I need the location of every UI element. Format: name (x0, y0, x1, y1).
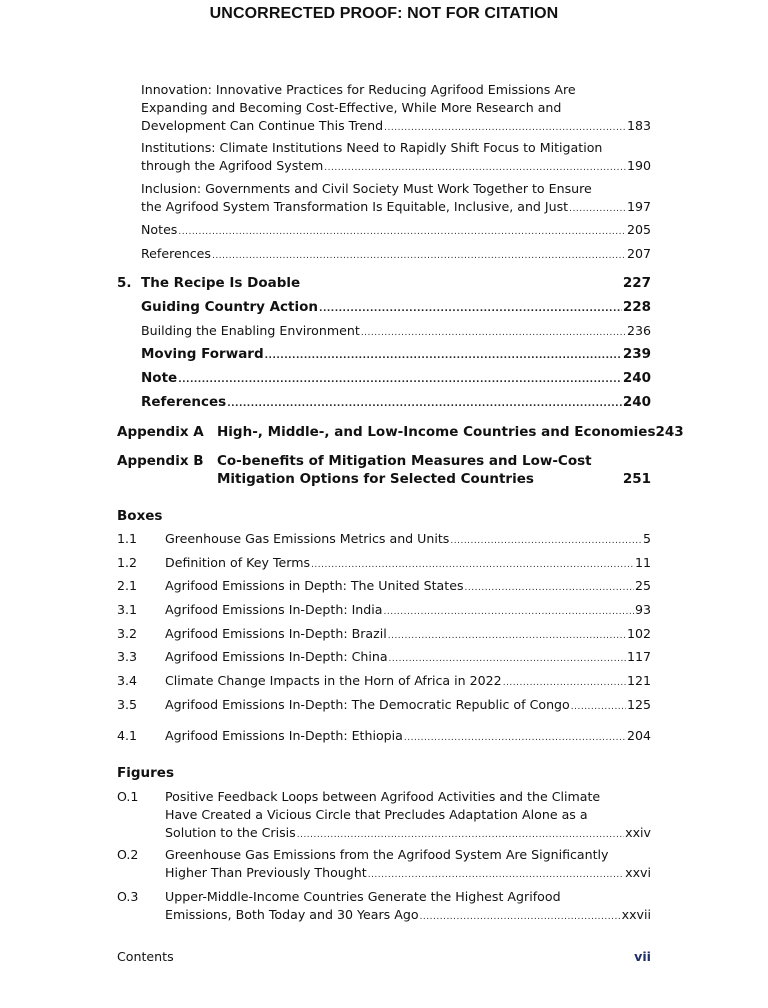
toc-entry-text: Building the Enabling Environment (141, 323, 360, 338)
appendix-label: Appendix A (117, 424, 204, 440)
toc-entry-building-enabling-environment[interactable] (141, 322, 651, 342)
toc-entry-text: Upper-Middle-Income Countries Generate the Highest Agrifood (165, 889, 561, 904)
box-entry[interactable] (165, 727, 651, 747)
page-number: 228 (622, 299, 651, 315)
toc-entry-text: Greenhouse Gas Emissions from the Agrifood System Are Significantly (165, 847, 609, 862)
box-number: 1.1 (117, 531, 138, 546)
toc-entry-text: High-, Middle-, and Low-Income Countries and Economies (217, 424, 656, 440)
dot-leader (227, 395, 622, 413)
figure-entry[interactable] (165, 846, 651, 884)
appendix-a-entry[interactable] (217, 423, 684, 441)
dot-leader (389, 650, 626, 668)
dot-leader (404, 729, 626, 747)
footer-page-number: vii (634, 949, 651, 964)
page-number: 183 (626, 118, 651, 133)
figure-number: O.2 (117, 847, 139, 862)
toc-entry-text: Co-benefits of Mitigation Measures and Low-Cost (217, 453, 592, 469)
toc-entry-text: Expanding and Becoming Cost-Effective, While More Research and (141, 100, 562, 115)
toc-entry-guiding-country-action[interactable] (141, 298, 651, 318)
toc-entry-text: through the Agrifood System (141, 158, 324, 173)
dot-leader (388, 627, 626, 645)
toc-entry-text: Higher Than Previously Thought (165, 865, 367, 880)
toc-entry-text: Agrifood Emissions In-Depth: India (165, 602, 383, 617)
appendix-b-entry[interactable] (217, 452, 651, 488)
chapter-title[interactable] (141, 274, 651, 292)
page-number: 239 (622, 346, 651, 362)
figure-number: O.3 (117, 889, 139, 904)
dot-leader (324, 159, 626, 177)
toc-entry-text: The Recipe Is Doable (141, 275, 301, 291)
page-number: xxvii (621, 907, 651, 922)
figure-entry[interactable] (165, 888, 651, 926)
dot-leader (361, 324, 626, 342)
box-entry[interactable] (165, 696, 651, 716)
toc-entry-text: Greenhouse Gas Emissions Metrics and Units (165, 531, 450, 546)
page-number: xxvi (625, 865, 651, 880)
page-number: 236 (626, 323, 651, 338)
toc-entry-text: Note (141, 370, 178, 386)
dot-leader (178, 371, 622, 389)
page-number: 117 (626, 649, 651, 664)
footer-section-label: Contents (117, 949, 174, 964)
toc-entry-text: Inclusion: Governments and Civil Society Must Work Together to Ensure (141, 181, 592, 196)
chapter-number: 5. (117, 275, 132, 291)
toc-entry-institutions[interactable] (141, 139, 651, 177)
box-number: 2.1 (117, 578, 138, 593)
toc-entry-text: Agrifood Emissions in Depth: The United States (165, 578, 464, 593)
dot-leader (503, 674, 626, 692)
dot-leader (212, 247, 626, 265)
page-number: 251 (622, 471, 651, 487)
dot-leader (450, 532, 642, 550)
toc-entry-note[interactable] (141, 369, 651, 389)
toc-entry-text: Institutions: Climate Institutions Need to Rapidly Shift Focus to Mitigation (141, 140, 603, 155)
dot-leader (311, 556, 634, 574)
page-number: 243 (655, 424, 684, 440)
figure-number: O.1 (117, 789, 139, 804)
box-entry[interactable] (165, 601, 651, 621)
toc-entry-text: the Agrifood System Transformation Is Equitable, Inclusive, and Just (141, 199, 569, 214)
toc-entry-text: Have Created a Vicious Circle that Precludes Adaptation Alone as a (165, 807, 588, 822)
page-number: 125 (626, 697, 651, 712)
box-entry[interactable] (165, 530, 651, 550)
page-number: 11 (634, 555, 651, 570)
dot-leader (368, 866, 624, 884)
page-number: 5 (642, 531, 651, 546)
dot-leader (569, 200, 626, 218)
page-number: 205 (626, 222, 651, 237)
box-number: 4.1 (117, 728, 138, 743)
dot-leader (297, 826, 624, 844)
page-number: 121 (626, 673, 651, 688)
toc-entry-text: Innovation: Innovative Practices for Reducing Agrifood Emissions Are (141, 82, 576, 97)
toc-entry-text: Moving Forward (141, 346, 264, 362)
toc-entry-text: Emissions, Both Today and 30 Years Ago (165, 907, 419, 922)
dot-leader (383, 603, 633, 621)
dot-leader (384, 119, 626, 137)
box-entry[interactable] (165, 577, 651, 597)
box-number: 3.5 (117, 697, 138, 712)
toc-entry-references-ch5[interactable] (141, 393, 651, 413)
page-number: 102 (626, 626, 651, 641)
page-number: 204 (626, 728, 651, 743)
page-number: 240 (622, 370, 651, 386)
box-entry[interactable] (165, 672, 651, 692)
toc-entry-text: Agrifood Emissions In-Depth: The Democratic Republic of Congo (165, 697, 570, 712)
dot-leader (265, 347, 622, 365)
toc-entry-notes[interactable] (141, 221, 651, 241)
toc-entry-text: Development Can Continue This Trend (141, 118, 384, 133)
toc-entry-inclusion[interactable] (141, 180, 651, 218)
dot-leader (420, 908, 621, 926)
page-number: 240 (622, 394, 651, 410)
appendix-label: Appendix B (117, 453, 204, 469)
box-number: 1.2 (117, 555, 138, 570)
toc-entry-references[interactable] (141, 245, 651, 265)
toc-entry-text: Definition of Key Terms (165, 555, 311, 570)
toc-entry-innovation[interactable] (141, 81, 651, 137)
dot-leader (571, 698, 626, 716)
toc-entry-text: Agrifood Emissions In-Depth: China (165, 649, 388, 664)
dot-leader (178, 223, 626, 241)
page-number: 227 (622, 275, 651, 291)
boxes-heading: Boxes (117, 508, 163, 524)
dot-leader (465, 579, 634, 597)
dot-leader (319, 300, 622, 318)
page-number: 25 (634, 578, 651, 593)
box-entry[interactable] (165, 554, 651, 574)
toc-entry-text: Mitigation Options for Selected Countries (217, 471, 534, 487)
toc-entry-text: Positive Feedback Loops between Agrifood Activities and the Climate (165, 789, 601, 804)
box-number: 3.1 (117, 602, 138, 617)
page-number: 197 (626, 199, 651, 214)
toc-entry-moving-forward[interactable] (141, 345, 651, 365)
box-number: 3.4 (117, 673, 138, 688)
toc-entry-text: References (141, 246, 211, 261)
box-number: 3.3 (117, 649, 138, 664)
toc-entry-text: Agrifood Emissions In-Depth: Brazil (165, 626, 387, 641)
page-number: 93 (634, 602, 651, 617)
box-number: 3.2 (117, 626, 138, 641)
toc-entry-text: Agrifood Emissions In-Depth: Ethiopia (165, 728, 403, 743)
toc-entry-text: Guiding Country Action (141, 299, 319, 315)
toc-entry-text: Solution to the Crisis (165, 825, 296, 840)
box-entry[interactable] (165, 625, 651, 645)
toc-entry-text: Climate Change Impacts in the Horn of Africa in 2022 (165, 673, 502, 688)
figures-heading: Figures (117, 765, 174, 781)
toc-entry-text: References (141, 394, 227, 410)
box-entry[interactable] (165, 648, 651, 668)
toc-entry-text: Notes (141, 222, 178, 237)
figure-entry[interactable] (165, 788, 651, 844)
proof-banner: UNCORRECTED PROOF: NOT FOR CITATION (209, 5, 559, 22)
page-number: xxiv (625, 825, 651, 840)
page-number: 190 (626, 158, 651, 173)
page-number: 207 (626, 246, 651, 261)
